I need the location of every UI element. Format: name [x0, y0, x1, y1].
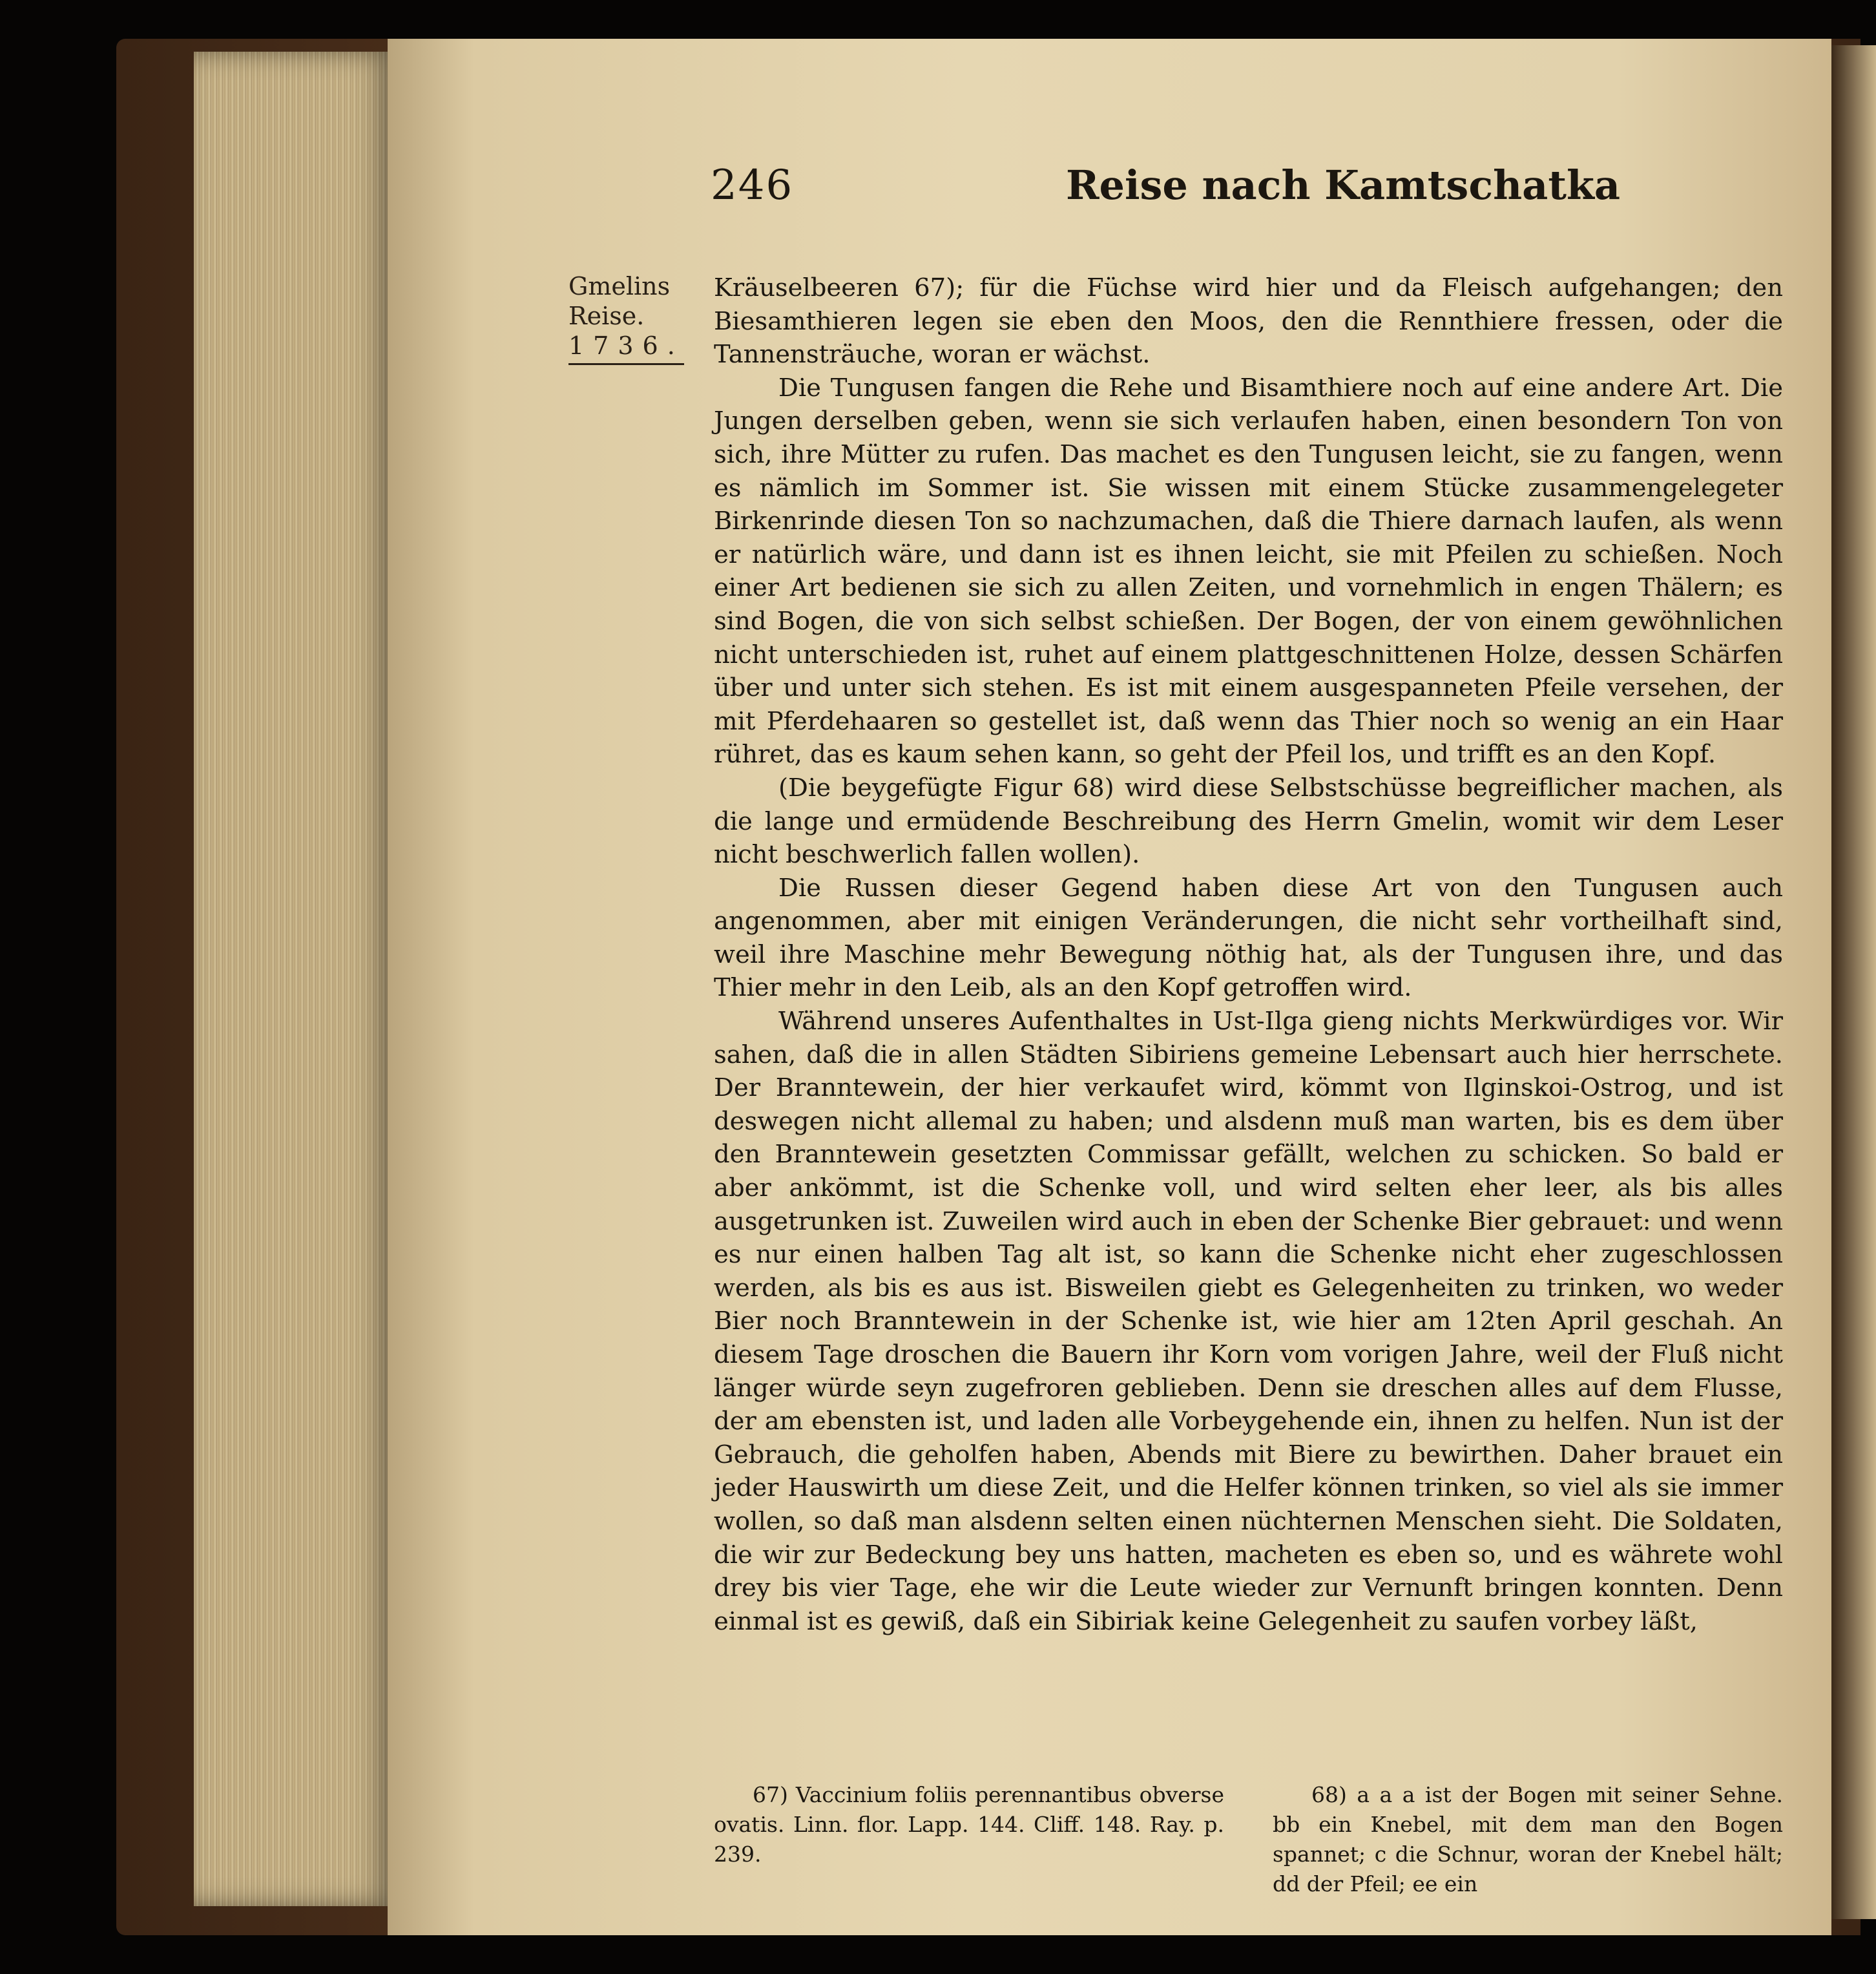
book-page [388, 39, 1831, 1935]
page-number: 246 [711, 162, 794, 209]
facing-page-edge [1831, 45, 1876, 1919]
paragraph: Kräuselbeeren 67); für die Füchse wird hier und da Fleisch aufgehangen; den Biesamthieren legen sie eben den Moos, den die Rennthiere fressen, oder die Tannensträuche, woran er wächst. [714, 273, 1783, 370]
footnote-68 [1273, 1780, 1783, 1899]
margin-note-work: Reise. [568, 302, 645, 330]
paragraph: Die Russen dieser Gegend haben diese Art von den Tungusen auch angenommen, aber mit einigen Veränderungen, die nicht sehr vortheilhaft sind, weil ihre Maschine mehr Bewegung nöthig hat, als der Tungusen ihre, und das Thier mehr in den Leib, als an den Kopf getroffen wird. [714, 873, 1783, 1003]
margin-note-author: Gmelins [568, 272, 671, 300]
footnote-text: 68) a a a ist der Bogen mit seiner Sehne. bb ein Knebel, mit dem man den Bogen spannet; c die Schnur, woran der Knebel hält; dd der Pfeil; ee ein [1273, 1782, 1783, 1896]
paragraph: (Die beygefügte Figur 68) wird diese Selbstschüsse begreiflicher machen, als die lange und ermüdende Beschreibung des Herrn Gmelin, womit wir dem Leser nicht beschwerlich fallen wollen). [714, 773, 1783, 870]
margin-note-year: 1736. [568, 331, 684, 365]
margin-note [568, 271, 730, 365]
footnote-67 [714, 1780, 1224, 1869]
paragraph: Während unseres Aufenthaltes in Ust-Ilga gieng nichts Merkwürdiges vor. Wir sahen, daß die in allen Städten Sibiriens gemeine Lebensart auch hier herrschete. Der Branntewein, der hier verkaufet wird, kömmt von Ilginskoi-Ostrog, und ist deswegen nicht allemal zu haben; und alsdenn muß man warten, bis es dem über den Branntewein gesetzten Commissar gefällt, welchen zu schicken. So bald er aber ankömmt, ist die Schenke voll, und wird selten eher leer, als bis alles ausgetrunken ist. Zuweilen wird auch in eben der Schenke Bier gebrauet: und wenn es nur einen halben Tag alt ist, so kann die Schenke nicht eher zugeschlossen werden, als bis es aus ist. Bisweilen giebt es Gelegenheiten zu trinken, wo weder Bier noch Branntewein in der Schenke ist, wie hier am 12ten April geschah. An diesem Tage droschen die Bauern ihr Korn vom vorigen Jahre, weil der Fluß nicht länger würde seyn zugefroren geblieben. Denn sie dreschen alles auf dem Flusse, der am ebensten ist, und laden alle Vorbeygehende ein, ihnen zu helfen. Nun ist der Gebrauch, die geholfen haben, Abends mit Biere zu bewirthen. Daher brauet ein jeder Hauswirth um diese Zeit, und die Helfer können trinken, so viel als sie immer wollen, so daß man alsdenn selten einen nüchternen Menschen sieht. Die Soldaten, die wir zur Bedeckung bey uns hatten, macheten es eben so, und es währete wohl drey bis vier Tage, ehe wir die Leute wieder zur Vernunft bringen konnten. Denn einmal ist es gewiß, daß ein Sibiriak keine Gelegenheit zu saufen vorbey läßt, [714, 1007, 1783, 1636]
footnotes [714, 1780, 1783, 1896]
footnote-text: 67) Vaccinium foliis perennantibus obverse ovatis. Linn. flor. Lapp. 144. Cliff. 148. Ray. p. 239. [714, 1782, 1224, 1867]
paragraph: Die Tungusen fangen die Rehe und Bisamthiere noch auf eine andere Art. Die Jungen derselben geben, wenn sie sich verlaufen haben, einen besondern Ton von sich, ihre Mütter zu rufen. Das machet es den Tungusen leicht, sie zu fangen, wenn es nämlich im Sommer ist. Sie wissen mit einem Stücke zusammengelegeter Birkenrinde diesen Ton so nachzumachen, daß die Thiere darnach laufen, als wenn er natürlich wäre, und dann ist es ihnen leicht, sie mit Pfeilen zu schießen. Noch einer Art bedienen sie sich zu allen Zeiten, und vornehmlich in engen Thälern; es sind Bogen, die von sich selbst schießen. Der Bogen, der von einem gewöhnlichen nicht unterschieden ist, ruhet auf einem plattgeschnittenen Holze, dessen Schärfen über und unter sich stehen. Es ist mit einem ausgespanneten Pfeile versehen, der mit Pferdehaaren so gestellet ist, daß wenn das Thier noch so wenig an ein Haar rühret, das es kaum sehen kann, so geht der Pfeil los, und trifft es an den Kopf. [714, 373, 1783, 770]
body-text [714, 271, 1783, 1638]
running-title: Reise nach Kamtschatka [1066, 162, 1621, 209]
page-edges [194, 52, 394, 1906]
page-header [388, 162, 1831, 233]
